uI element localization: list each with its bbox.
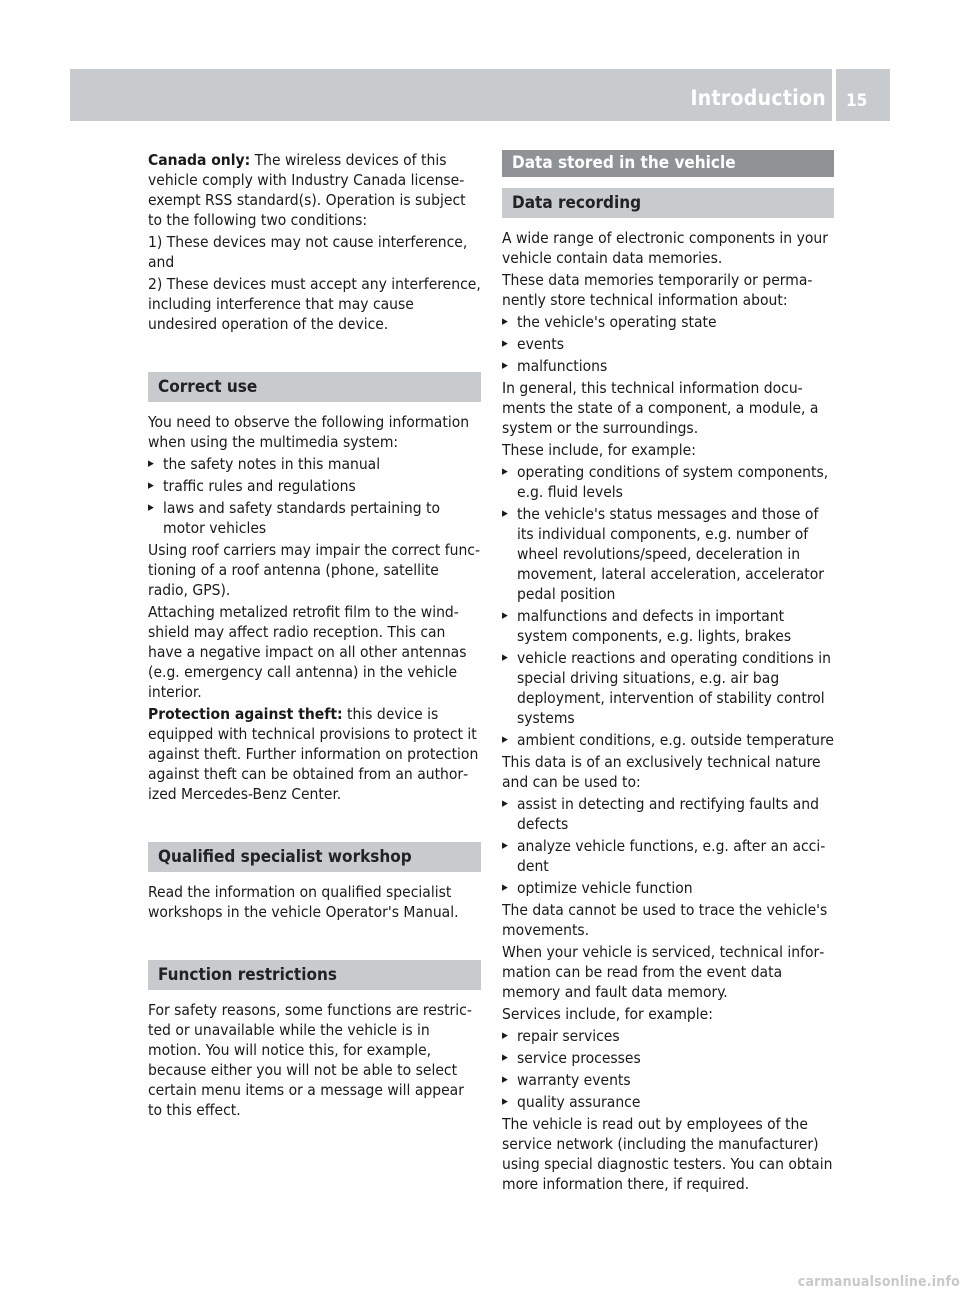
usage-list (502, 794, 834, 898)
section-heading-correct-use: Correct use (148, 372, 481, 402)
section-heading-data-stored: Data stored in the vehicle (502, 150, 834, 177)
theft-label: Protection against theft: (148, 705, 343, 723)
list-item: ▸ the safety notes in this manual (148, 454, 481, 474)
list-item: ▸ malfunctions and defects in important system components, e.g. lights, brakes (502, 606, 834, 646)
theft-paragraph (148, 704, 481, 804)
list-item: ▸ vehicle reactions and operating conditions in special driving situations, e.g. air bag deployment, intervention of stability control systems (502, 648, 834, 728)
list-item: ▸ operating conditions of system components, e.g. fluid levels (502, 462, 834, 502)
data-p7: When your vehicle is serviced, technical information can be read from the event data memory and fault data memory. (502, 943, 825, 1001)
left-column (148, 150, 481, 1122)
chapter-title: Introduction (690, 86, 826, 110)
data-p1: A wide range of electronic components in your vehicle contain data memories. (502, 229, 828, 267)
list-item: ▸ analyze vehicle functions, e.g. after an accident (502, 836, 834, 876)
header-divider (832, 69, 836, 121)
data-p5: This data is of an exclusively technical nature and can be used to: (502, 753, 821, 791)
workshop-text: Read the information on qualified specialist workshops in the vehicle Operator's Manual. (148, 883, 459, 921)
list-item: ▸ optimize vehicle function (502, 878, 834, 898)
section-heading-data-recording: Data recording (502, 188, 834, 218)
canada-label: Canada only: (148, 151, 251, 169)
section-heading-workshop: Qualified specialist workshop (148, 842, 481, 872)
data-p9: The vehicle is read out by employees of the service network (including the manufacturer) using special diagnostic testers. You can obtain more information there, if required. (502, 1115, 833, 1193)
theft-text: this device is equipped with technical provisions to protect it against theft. Further information on protection against theft can be obtained from an authorized Mercedes-Benz Center. (148, 705, 479, 803)
section-heading-restrictions: Function restrictions (148, 960, 481, 990)
data-p6: The data cannot be used to trace the vehicle's movements. (502, 901, 828, 939)
page-number: 15 (846, 91, 868, 111)
data-p2: These data memories temporarily or permanently store technical information about: (502, 271, 813, 309)
list-item: ▸ the vehicle's operating state (502, 312, 834, 332)
watermark: carmanualsonline.info (797, 1274, 960, 1290)
roof-carrier-paragraph: Using roof carriers may impair the correct functioning of a roof antenna (phone, satellite radio, GPS). (148, 541, 481, 599)
data-p3: In general, this technical information documents the state of a component, a module, a system or the surroundings. (502, 379, 819, 437)
canada-text: The wireless devices of this vehicle comply with Industry Canada license-exempt RSS standard(s). Operation is subject to the following two conditions: (148, 151, 466, 229)
list-item: ▸ assist in detecting and rectifying faults and defects (502, 794, 834, 834)
list-item: ▸ events (502, 334, 834, 354)
services-list (502, 1026, 834, 1112)
data-p8: Services include, for example: (502, 1005, 713, 1023)
list-item: ▸ laws and safety standards pertaining to motor vehicles (148, 498, 481, 538)
list-item: ▸ repair services (502, 1026, 834, 1046)
condition-1: 1) These devices may not cause interference, and (148, 233, 468, 271)
list-item: ▸ ambient conditions, e.g. outside temperature (502, 730, 834, 750)
list-item: ▸ traffic rules and regulations (148, 476, 481, 496)
condition-2: 2) These devices must accept any interference, including interference that may cause undesired operation of the device. (148, 275, 481, 333)
list-item: ▸ malfunctions (502, 356, 834, 376)
correct-use-intro: You need to observe the following information when using the multimedia system: (148, 413, 470, 451)
list-item: ▸ quality assurance (502, 1092, 834, 1112)
data-p4: These include, for example: (502, 441, 696, 459)
correct-use-list (148, 454, 481, 538)
memory-list (502, 312, 834, 376)
list-item: ▸ service processes (502, 1048, 834, 1068)
list-item: ▸ the vehicle's status messages and those of its individual components, e.g. number of wheel revolutions/speed, deceleration in movement, lateral acceleration, accelerator pedal position (502, 504, 834, 604)
restrictions-text: For safety reasons, some functions are restricted or unavailable while the vehicle is in motion. You will notice this, for example, because either you will not be able to select certain menu items or a message will appear to this effect. (148, 1001, 472, 1119)
examples-list (502, 462, 834, 750)
list-item: ▸ warranty events (502, 1070, 834, 1090)
metalized-film-paragraph: Attaching metalized retrofit film to the windshield may affect radio reception. This can have a negative impact on all other antennas (e.g. emergency call antenna) in the vehicle interior. (148, 603, 467, 701)
right-column (502, 150, 834, 1196)
canada-paragraph (148, 150, 481, 230)
